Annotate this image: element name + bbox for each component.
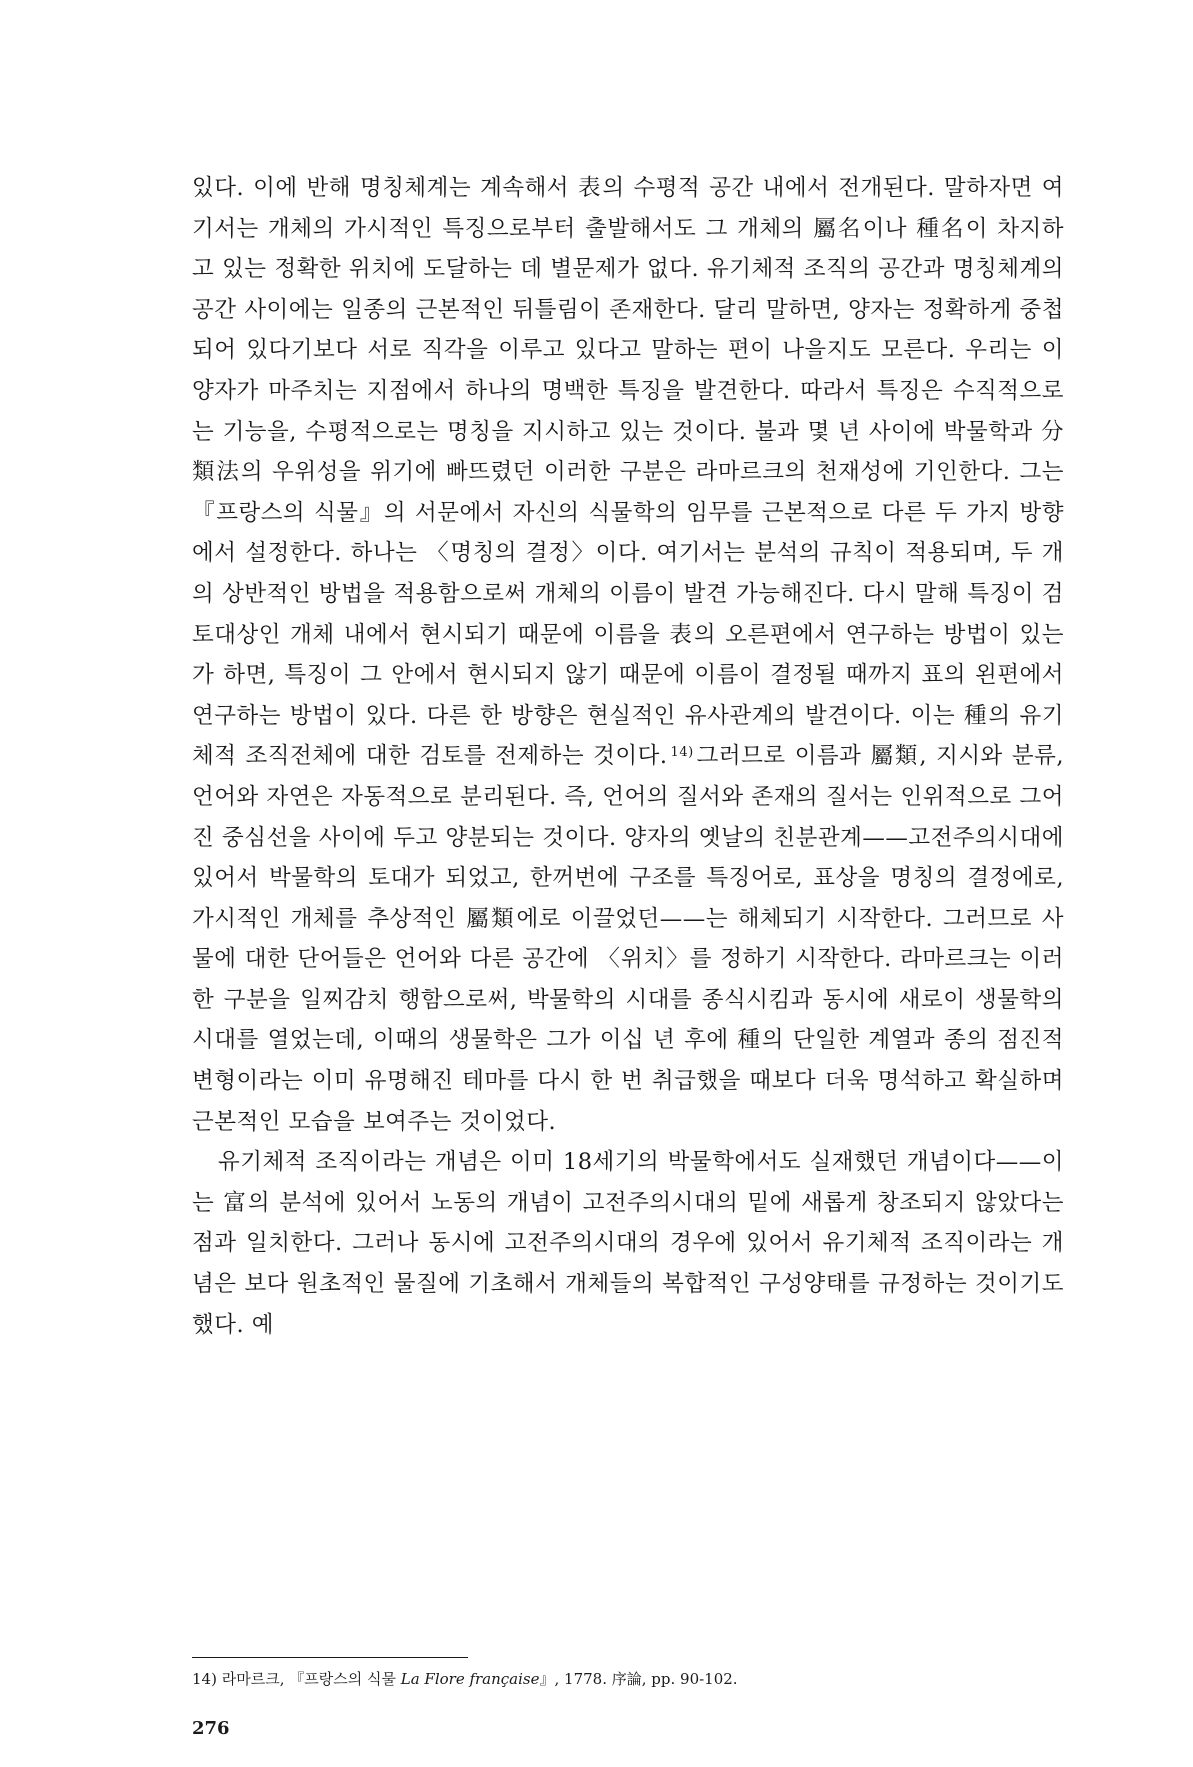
footnote-number: 14) (192, 1670, 217, 1688)
footnote-author-title: 라마르크, 『프랑스의 식물 (221, 1670, 396, 1688)
paragraph-2: 유기체적 조직이라는 개념은 이미 18세기의 박물학에서도 실재했던 개념이다——이는 富의 분석에 있어서 노동의 개념이 고전주의시대의 밑에 새롭게 창조되지 않았다는 점과 일치한다. 그러나 동시에 고전주의시대의 경우에 있어서 유기체적 조직이라는 개념은 보다 원초적인 물질에 기초해서 개체들의 복합적인 구성양태를 규정하는 것이기도 했다. 예 (192, 1149, 1064, 1338)
body-text (192, 168, 1064, 1345)
paragraph-1 (192, 168, 1064, 1142)
page-number: 276 (192, 1718, 230, 1739)
footnote (192, 1668, 1064, 1690)
footnote-reference[interactable]: 14) (670, 745, 694, 761)
paragraph-1-part-a: 있다. 이에 반해 명칭체계는 계속해서 表의 수평적 공간 내에서 전개된다. 말하자면 여기서는 개체의 가시적인 특징으로부터 출발해서도 그 개체의 屬名이나 種名이 차지하고 있는 정확한 위치에 도달하는 데 별문제가 없다. 유기체적 조직의 공간과 명칭체계의 공간 사이에는 일종의 근본적인 뒤틀림이 존재한다. 달리 말하면, 양자는 정확하게 중첩되어 있다기보다 서로 직각을 이루고 있다고 말하는 편이 나을지도 모른다. 우리는 이 양자가 마주치는 지점에서 하나의 명백한 특징을 발견한다. 따라서 특징은 수직적으로는 기능을, 수평적으로는 명칭을 지시하고 있는 것이다. 불과 몇 년 사이에 박물학과 分類法의 우위성을 위기에 빠뜨렸던 이러한 구분은 라마르크의 천재성에 기인한다. 그는 『프랑스의 식물』의 서문에서 자신의 식물학의 임무를 근본적으로 다른 두 가지 방향에서 설정한다. 하나는 〈명칭의 결정〉이다. 여기서는 분석의 규칙이 적용되며, 두 개의 상반적인 방법을 적용함으로써 개체의 이름이 발견 가능해진다. 다시 말해 특징이 검토대상인 개체 내에서 현시되기 때문에 이름을 表의 오른편에서 연구하는 방법이 있는가 하면, 특징이 그 안에서 현시되지 않기 때문에 이름이 결정될 때까지 표의 왼편에서 연구하는 방법이 있다. 다른 한 방향은 현실적인 유사관계의 발견이다. 이는 種의 유기체적 조직전체에 대한 검토를 전제하는 것이다. (192, 175, 1064, 770)
paragraph-1-part-b: 그러므로 이름과 屬類, 지시와 분류, 언어와 자연은 자동적으로 분리된다. 즉, 언어의 질서와 존재의 질서는 인위적으로 그어진 중심선을 사이에 두고 양분되는 것이다. 양자의 옛날의 친분관계——고전주의시대에 있어서 박물학의 토대가 되었고, 한꺼번에 구조를 특징어로, 표상을 명칭의 결정에로, 가시적인 개체를 추상적인 屬類에로 이끌었던——는 해체되기 시작한다. 그러므로 사물에 대한 단어들은 언어와 다른 공간에 〈위치〉를 정하기 시작한다. 라마르크는 이러한 구분을 일찌감치 행함으로써, 박물학의 시대를 종식시킴과 동시에 새로이 생물학의 시대를 열었는데, 이때의 생물학은 그가 이십 년 후에 種의 단일한 계열과 종의 점진적 변형이라는 이미 유명해진 테마를 다시 한 번 취급했을 때보다 더욱 명석하고 확실하며 근본적인 모습을 보여주는 것이었다. (192, 743, 1064, 1135)
footnote-original-title: La Flore française (400, 1670, 540, 1688)
footnote-divider (192, 1657, 468, 1658)
footnote-rest: 』, 1778. 序論, pp. 90-102. (539, 1670, 738, 1688)
